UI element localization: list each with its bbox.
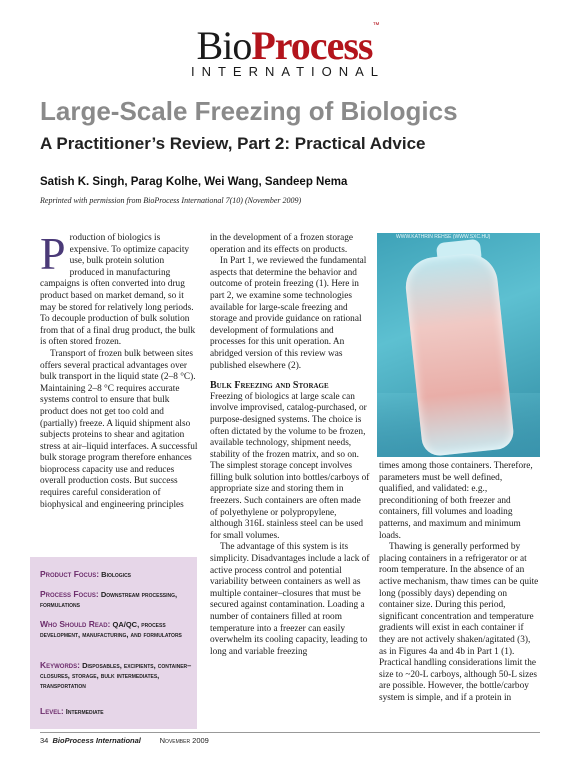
footer-rule xyxy=(40,732,540,733)
product-focus-label: Product Focus: xyxy=(40,569,100,579)
col3-para-2: Thawing is generally performed by placing containers in a refrigerator or at room temperature. In the absence of an active mechanism, thaw times can be quite long (possibly days) depending on container size. During this period, significant concentration and temperature gradients will exist in each container if they are not actively shaken/agitated (3), as in Figures 4a and 4b in Part 1 (1). Practical handling considerations limit the size to ~20-L carboys, although 50-L sizes are possible. However, the bottle/carboy system is simple, and if a protein in xyxy=(379,542,539,703)
page-footer xyxy=(40,736,209,745)
process-focus-label: Process Focus: xyxy=(40,589,99,599)
masthead-tm: ™ xyxy=(372,22,380,29)
process-focus-value: Downstream processing, formulations xyxy=(40,590,178,609)
process-focus xyxy=(40,589,195,610)
product-focus-value: Biologics xyxy=(101,570,132,579)
column-1 xyxy=(40,228,200,511)
journal-name: BioProcess International xyxy=(52,736,141,745)
level-value: Intermediate xyxy=(65,707,104,716)
column-2 xyxy=(210,233,370,658)
who-should-read xyxy=(40,619,195,640)
who-should-read-value: QA/QC, process development, manufacturing, and formulators xyxy=(40,620,182,639)
reprint-note: Reprinted with permission from BioProcess International 7(10) (November 2009) xyxy=(40,196,302,205)
col1-para-1-text: roduction of biologics is expensive. To optimize capacity use, bulk protein solution produced in manufacturing campaigns is often converted into drug product based on market demand, so it may be stored for relatively long periods. To decouple production of bulk solution from that of a final drug product, the bulk is often stored frozen. xyxy=(40,233,196,348)
masthead-logo xyxy=(0,22,576,69)
frozen-bottle xyxy=(403,251,515,457)
level xyxy=(40,706,195,717)
masthead-process: Process xyxy=(251,23,373,68)
col2-para-1: in the development of a frozen storage operation and its effects on products. xyxy=(210,233,354,255)
col2-para-3: Freezing of biologics at large scale can involve improvised, catalog-purchased, or purpose-designed systems. The choice is often dictated by the volume to be frozen, available technology, shipment needs, stability of the frozen matrix, and so on. The simplest storage concept involves filling bulk solution into bottles/carboys of appropriate size and storing them in freezers. Such containers are often made of polyethylene or polypropylene, although 316L stainless steel can be used for small volumes. xyxy=(210,391,370,541)
who-should-read-label: Who Should Read: xyxy=(40,619,111,629)
col1-para-2: Transport of frozen bulk between sites offers several practical advantages over bulk transport in the liquid state (2–8 °C). Maintaining 2–8 °C requires accurate systems control to ensure that bulk product does not get too cold and (partially) freeze. A liquid shipment also subjects proteins to shear and agitation stress at air–liquid interfaces. A successful bulk storage program therefore enhances bioprocess capacity use and reduces overall production costs. But success requires careful consideration of biophysical and engineering principles xyxy=(40,348,198,510)
col3-para-1: times among those containers. Therefore, parameters must be well defined, qualified, and validated: e.g., preconditioning of both freezer and containers, fill volumes and loading patterns, and maximum and minimum loads. xyxy=(379,461,533,541)
drop-cap: P xyxy=(40,228,66,279)
keywords-label: Keywords: xyxy=(40,660,80,670)
issue-date: November 2009 xyxy=(159,736,209,745)
keywords-value: Disposables, excipients, container–closures, storage, bulk intermediates, transportation xyxy=(40,661,192,690)
article-subtitle: A Practitioner’s Review, Part 2: Practical Advice xyxy=(40,134,426,153)
masthead-bio: Bio xyxy=(196,23,252,68)
product-focus xyxy=(40,569,195,580)
column-3 xyxy=(379,461,539,704)
masthead-international: INTERNATIONAL xyxy=(190,64,386,79)
section-heading: Bulk Freezing and Storage xyxy=(210,380,329,392)
keywords xyxy=(40,660,195,691)
frozen-bottle-photo xyxy=(377,233,540,457)
article-title: Large-Scale Freezing of Biologics xyxy=(40,96,458,126)
article-authors: Satish K. Singh, Parag Kolhe, Wei Wang, Sandeep Nema xyxy=(40,176,348,188)
article-info-box xyxy=(30,557,197,729)
col2-para-2: In Part 1, we reviewed the fundamental aspects that determine the behavior and outcome of protein freezing (1). Here in part 2, we examine some technologies available for large-scale freezing and storage and provide guidance on rational development of formulations and processes for this unit operation. An abridged version of this review was published elsewhere (2). xyxy=(210,256,367,371)
level-label: Level: xyxy=(40,706,64,716)
page-number: 34 xyxy=(40,736,49,745)
photo-credit: WWW.KATHRIN REHSE (WWW.SXC.HU) xyxy=(396,234,491,240)
col2-para-4: The advantage of this system is its simplicity. Disadvantages include a lack of active process control and potential variability between containers as well as multiple container–closures that must be secured against contamination. Loading a number of containers filled at room temperature into a freezer can easily overwhelm its cooling capacity, leading to long and variable freezing xyxy=(210,542,370,657)
col1-para-1 xyxy=(40,228,200,349)
